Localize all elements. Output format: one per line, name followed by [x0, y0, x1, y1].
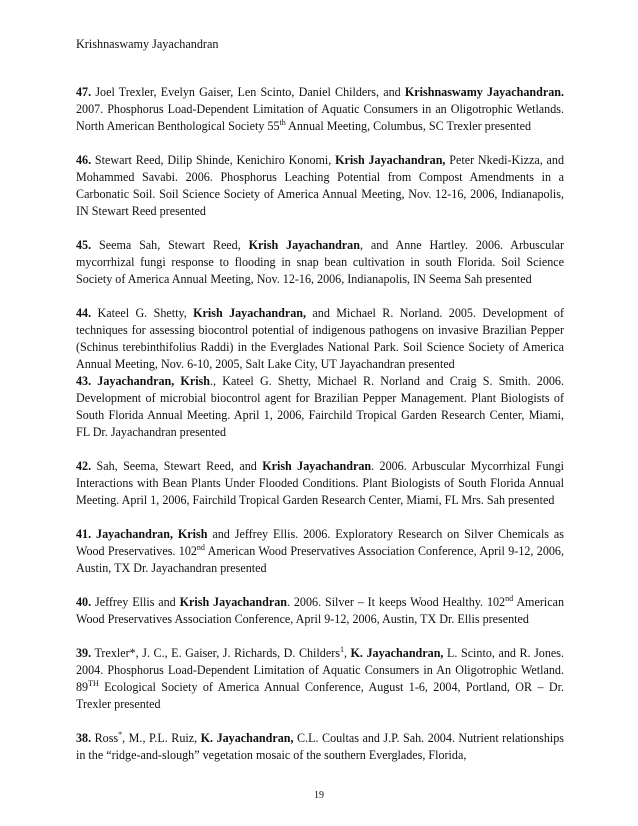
citation-text: . 2006. Silver – It keeps Wood Healthy. 102	[286, 595, 506, 609]
publication-entry	[76, 594, 564, 628]
publication-entry	[76, 458, 564, 509]
citation-text: , M., P.L. Ruiz,	[122, 731, 201, 745]
highlighted-author: Krish Jayachandran,	[335, 153, 446, 167]
highlighted-author: K. Jayachandran,	[350, 646, 444, 660]
superscript: nd	[505, 593, 514, 603]
highlighted-author: Jayachandran, Krish	[91, 374, 210, 388]
citation-text: Ross	[91, 731, 119, 745]
highlighted-author: Krish Jayachandran	[262, 459, 372, 473]
highlighted-author: Krish Jayachandran	[179, 595, 287, 609]
citation-text: . 2006. Arbuscular Mycorrhizal Fungi Interactions with Bean Plants Under Flooded Conditions. Plant Biologists of South Florida Annual Meeting. April 1, 2006, Fairchild Tropical Garden Research Center, Miami, FL Mrs. Sah presented	[76, 459, 564, 507]
entry-number: 40.	[76, 595, 92, 609]
citation-text: Kateel G. Shetty,	[91, 306, 194, 320]
citation-text: L. Scinto, and R. Jones. 2004. Phosphorus Load-Dependent Limitation of Aquatic Consumers in An Oligotrophic Wetland. 89	[76, 646, 564, 694]
citation-text: Trexler*, J. C., E. Gaiser, J. Richards, D. Childers	[91, 646, 340, 660]
citation-text: American Wood Preservatives Association Conference, April 9-12, 2006, Austin, TX Dr. Jayachandran presented	[76, 544, 564, 575]
publication-entry	[76, 526, 564, 577]
citation-text: Ecological Society of America Annual Conference, August 1-6, 2004, Portland, OR – Dr. Trexler presented	[76, 680, 564, 711]
citation-text: and Michael R. Norland. 2005. Development of techniques for assessing biocontrol potential of indigenous pathogens on invasive Brazilian Pepper (Schinus terebinthifolius Raddi) in the Everglades National Park. Soil Science Society of America Annual Meeting, Nov. 6-10, 2005, Salt Lake City, UT Jayachandran presented	[76, 306, 564, 371]
highlighted-author: Krishnaswamy Jayachandran.	[404, 85, 564, 99]
citation-text: American Wood Preservatives Association Conference, April 9-12, 2006, Austin, TX Dr. Ellis presented	[76, 595, 564, 626]
publication-entry	[76, 730, 564, 764]
citation-text: Jeffrey Ellis and	[91, 595, 180, 609]
citation-text: Sah, Seema, Stewart Reed, and	[91, 459, 263, 473]
entry-number: 46.	[76, 153, 92, 167]
entry-number: 47.	[76, 85, 92, 99]
highlighted-author: Krish Jayachandran	[248, 238, 360, 252]
superscript: 1	[339, 644, 344, 654]
citation-text: ,	[343, 646, 351, 660]
running-header: Krishnaswamy Jayachandran	[76, 37, 219, 51]
citation-text: and Jeffrey Ellis. 2006. Exploratory Research on Silver Chemicals as Wood Preservatives. 102	[76, 527, 564, 558]
citation-text: 2007. Phosphorus Load-Dependent Limitation of Aquatic Consumers in an Oligotrophic Wetlands. North American Benthological Society 55	[76, 102, 564, 133]
entry-number: 42.	[76, 459, 92, 473]
publication-entry	[76, 237, 564, 288]
citation-text: , and Anne Hartley. 2006. Arbuscular mycorrhizal fungi response to flooding in snap bean cultivation in south Florida. Soil Science Society of America Annual Meeting, Nov. 12-16, 2006, Indianapolis, IN Seema Sah presented	[76, 238, 564, 286]
citation-text: Seema Sah, Stewart Reed,	[91, 238, 249, 252]
citation-text: Stewart Reed, Dilip Shinde, Kenichiro Konomi,	[91, 153, 336, 167]
entry-number: 41.	[76, 527, 92, 541]
entry-number: 38.	[76, 731, 92, 745]
citation-text: C.L. Coultas and J.P. Sah. 2004. Nutrient relationships in the “ridge-and-slough” vegetation mosaic of the southern Everglades, Florida,	[76, 731, 564, 762]
page-number: 19	[314, 790, 324, 801]
entry-number: 43.	[76, 374, 92, 388]
publication-entry	[76, 645, 564, 713]
entry-number: 39.	[76, 646, 92, 660]
publication-entry	[76, 373, 564, 441]
highlighted-author: Krish Jayachandran,	[193, 306, 307, 320]
superscript: *	[118, 729, 123, 739]
superscript: TH	[88, 678, 99, 688]
superscript: th	[279, 117, 286, 127]
entry-number: 45.	[76, 238, 92, 252]
citation-text: ., Kateel G. Shetty, Michael R. Norland and Craig S. Smith. 2006. Development of microbial biocontrol agent for Brazilian Pepper Management. Plant Biologists of South Florida Annual Meeting. April 1, 2006, Fairchild Tropical Garden Research Center, Miami, FL Dr. Jayachandran presented	[76, 374, 564, 439]
citation-text: Annual Meeting, Columbus, SC Trexler presented	[285, 119, 532, 133]
publication-entry	[76, 152, 564, 220]
entry-number: 44.	[76, 306, 92, 320]
highlighted-author: K. Jayachandran,	[200, 731, 294, 745]
highlighted-author: Jayachandran, Krish	[91, 527, 208, 541]
publication-list	[76, 84, 564, 764]
citation-text: Joel Trexler, Evelyn Gaiser, Len Scinto, Daniel Childers, and	[91, 85, 405, 99]
publication-entry	[76, 305, 564, 373]
publication-entry	[76, 84, 564, 135]
citation-text: Peter Nkedi-Kizza, and Mohammed Savabi. 2006. Phosphorus Leaching Potential from Compost Amendments in a Carbonatic Soil. Soil Science Society of America Annual Meeting, Nov. 12-16, 2006, Indianapolis, IN Stewart Reed presented	[76, 153, 564, 218]
superscript: nd	[196, 542, 205, 552]
